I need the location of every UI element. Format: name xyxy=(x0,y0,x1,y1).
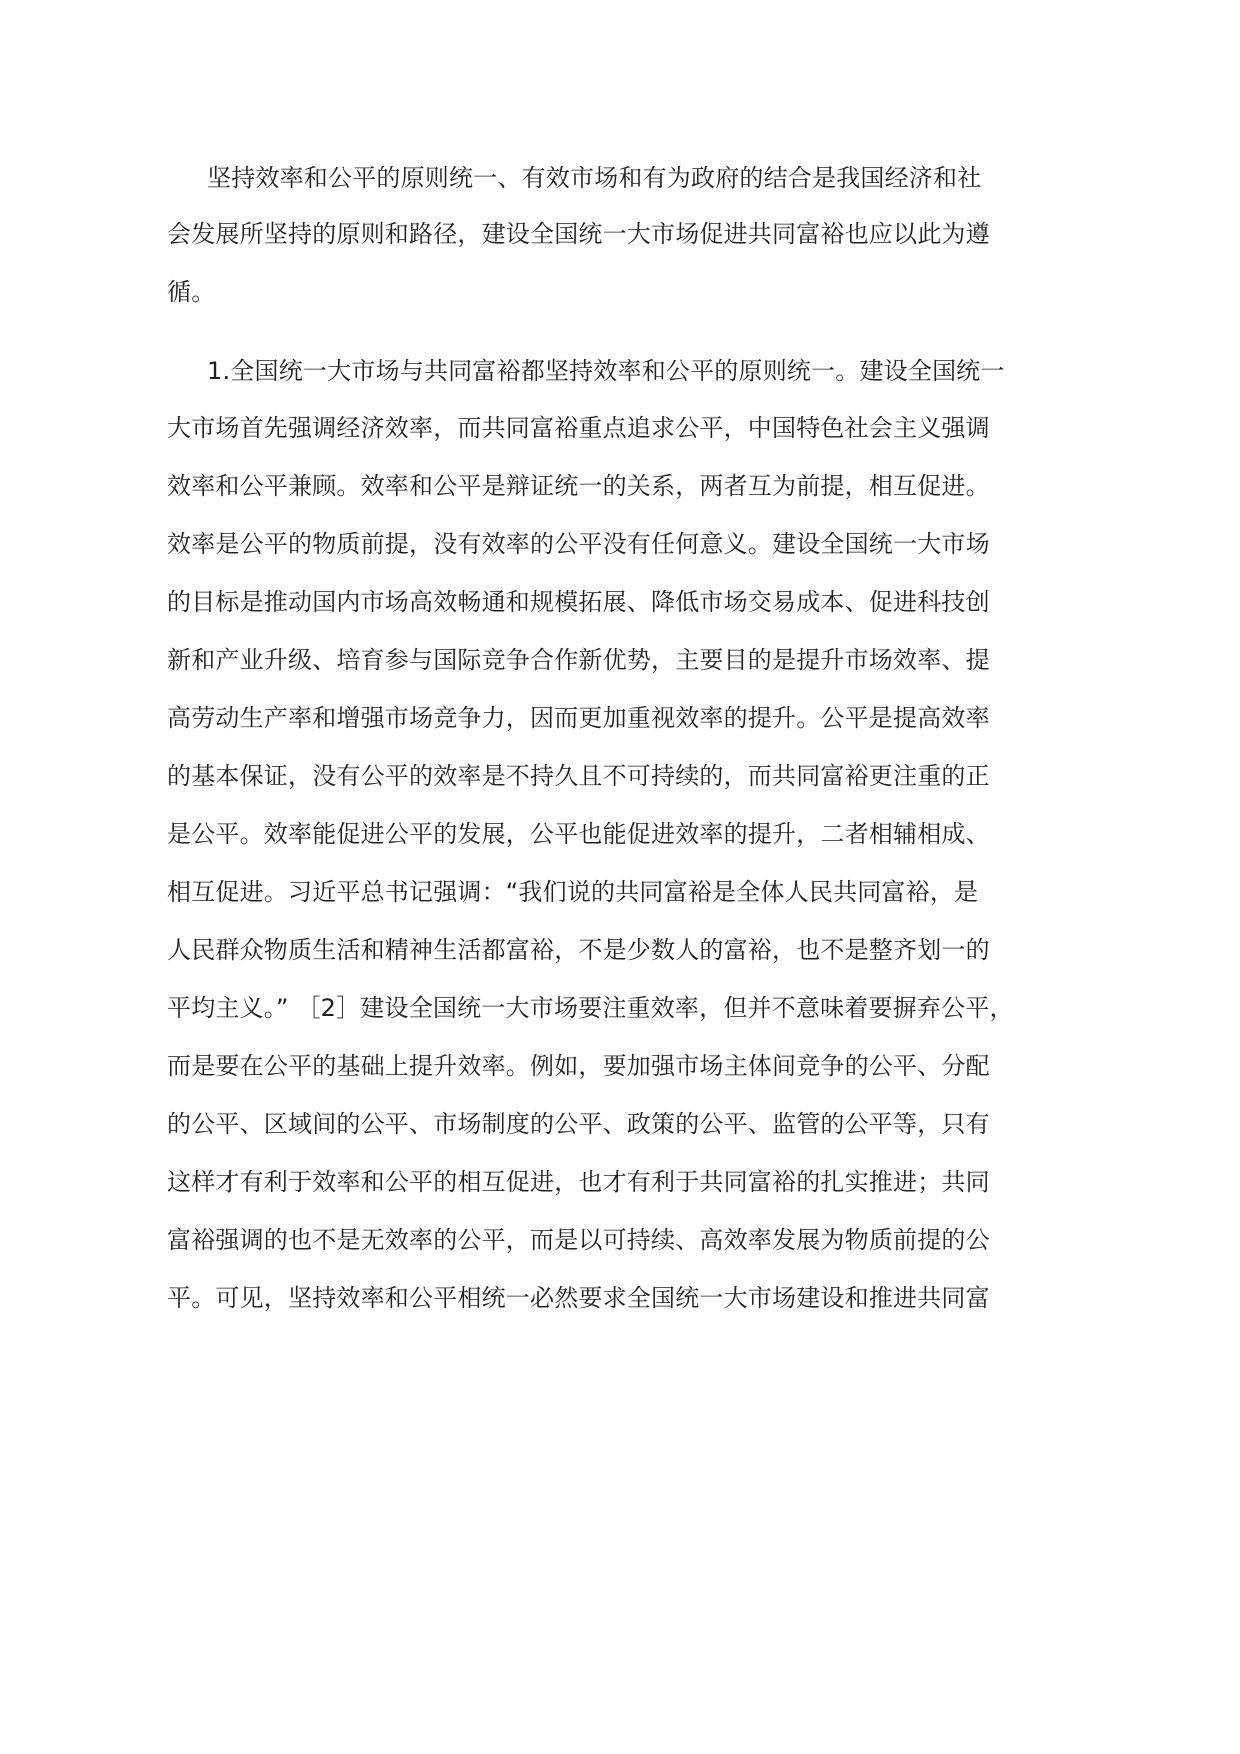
paragraph-2-line-6: 新和产业升级、培育参与国际竞争合作新优势，主要目的是提升市场效率、提 xyxy=(167,646,990,674)
paragraph-2-line-10: 相互促进。习近平总书记强调：“我们说的共同富裕是全体人民共同富裕，是 xyxy=(167,878,979,906)
paragraph-1-line-3: 循。 xyxy=(167,278,216,306)
paragraph-2-line-16: 富裕强调的也不是无效率的公平，而是以可持续、高效率发展为物质前提的公 xyxy=(167,1226,990,1254)
paragraph-2-line-7: 高劳动生产率和增强市场竞争力，因而更加重视效率的提升。公平是提高效率 xyxy=(167,704,990,732)
paragraph-2-line-2: 大市场首先强调经济效率，而共同富裕重点追求公平，中国特色社会主义强调 xyxy=(167,414,990,442)
paragraph-2-line-4: 效率是公平的物质前提，没有效率的公平没有任何意义。建设全国统一大市场 xyxy=(167,530,990,558)
paragraph-2-line-5: 的目标是推动国内市场高效畅通和规模拓展、降低市场交易成本、促进科技创 xyxy=(167,588,990,616)
paragraph-2-line-12: 平均主义。” ［2］建设全国统一大市场要注重效率，但并不意味着要摒弃公平， xyxy=(167,994,1014,1022)
paragraph-2-line-14: 的公平、区域间的公平、市场制度的公平、政策的公平、监管的公平等，只有 xyxy=(167,1110,990,1138)
paragraph-1-line-1: 坚持效率和公平的原则统一、有效市场和有为政府的结合是我国经济和社 xyxy=(207,164,982,192)
paragraph-2-line-15: 这样才有利于效率和公平的相互促进，也才有利于共同富裕的扎实推进；共同 xyxy=(167,1168,990,1196)
paragraph-2-line-3: 效率和公平兼顾。效率和公平是辩证统一的关系，两者互为前提，相互促进。 xyxy=(167,472,990,500)
paragraph-2-line-8: 的基本保证，没有公平的效率是不持久且不可持续的，而共同富裕更注重的正 xyxy=(167,762,990,790)
paragraph-2-line-1: 1.全国统一大市场与共同富裕都坚持效率和公平的原则统一。建设全国统一 xyxy=(207,357,1005,385)
paragraph-2-line-17: 平。可见，坚持效率和公平相统一必然要求全国统一大市场建设和推进共同富 xyxy=(167,1284,990,1312)
paragraph-2-line-11: 人民群众物质生活和精神生活都富裕，不是少数人的富裕，也不是整齐划一的 xyxy=(167,936,990,964)
paragraph-2-line-13: 而是要在公平的基础上提升效率。例如，要加强市场主体间竞争的公平、分配 xyxy=(167,1052,990,1080)
paragraph-1-line-2: 会发展所坚持的原则和路径，建设全国统一大市场促进共同富裕也应以此为遵 xyxy=(167,220,990,248)
paragraph-2-line-9: 是公平。效率能促进公平的发展，公平也能促进效率的提升，二者相辅相成、 xyxy=(167,820,990,848)
